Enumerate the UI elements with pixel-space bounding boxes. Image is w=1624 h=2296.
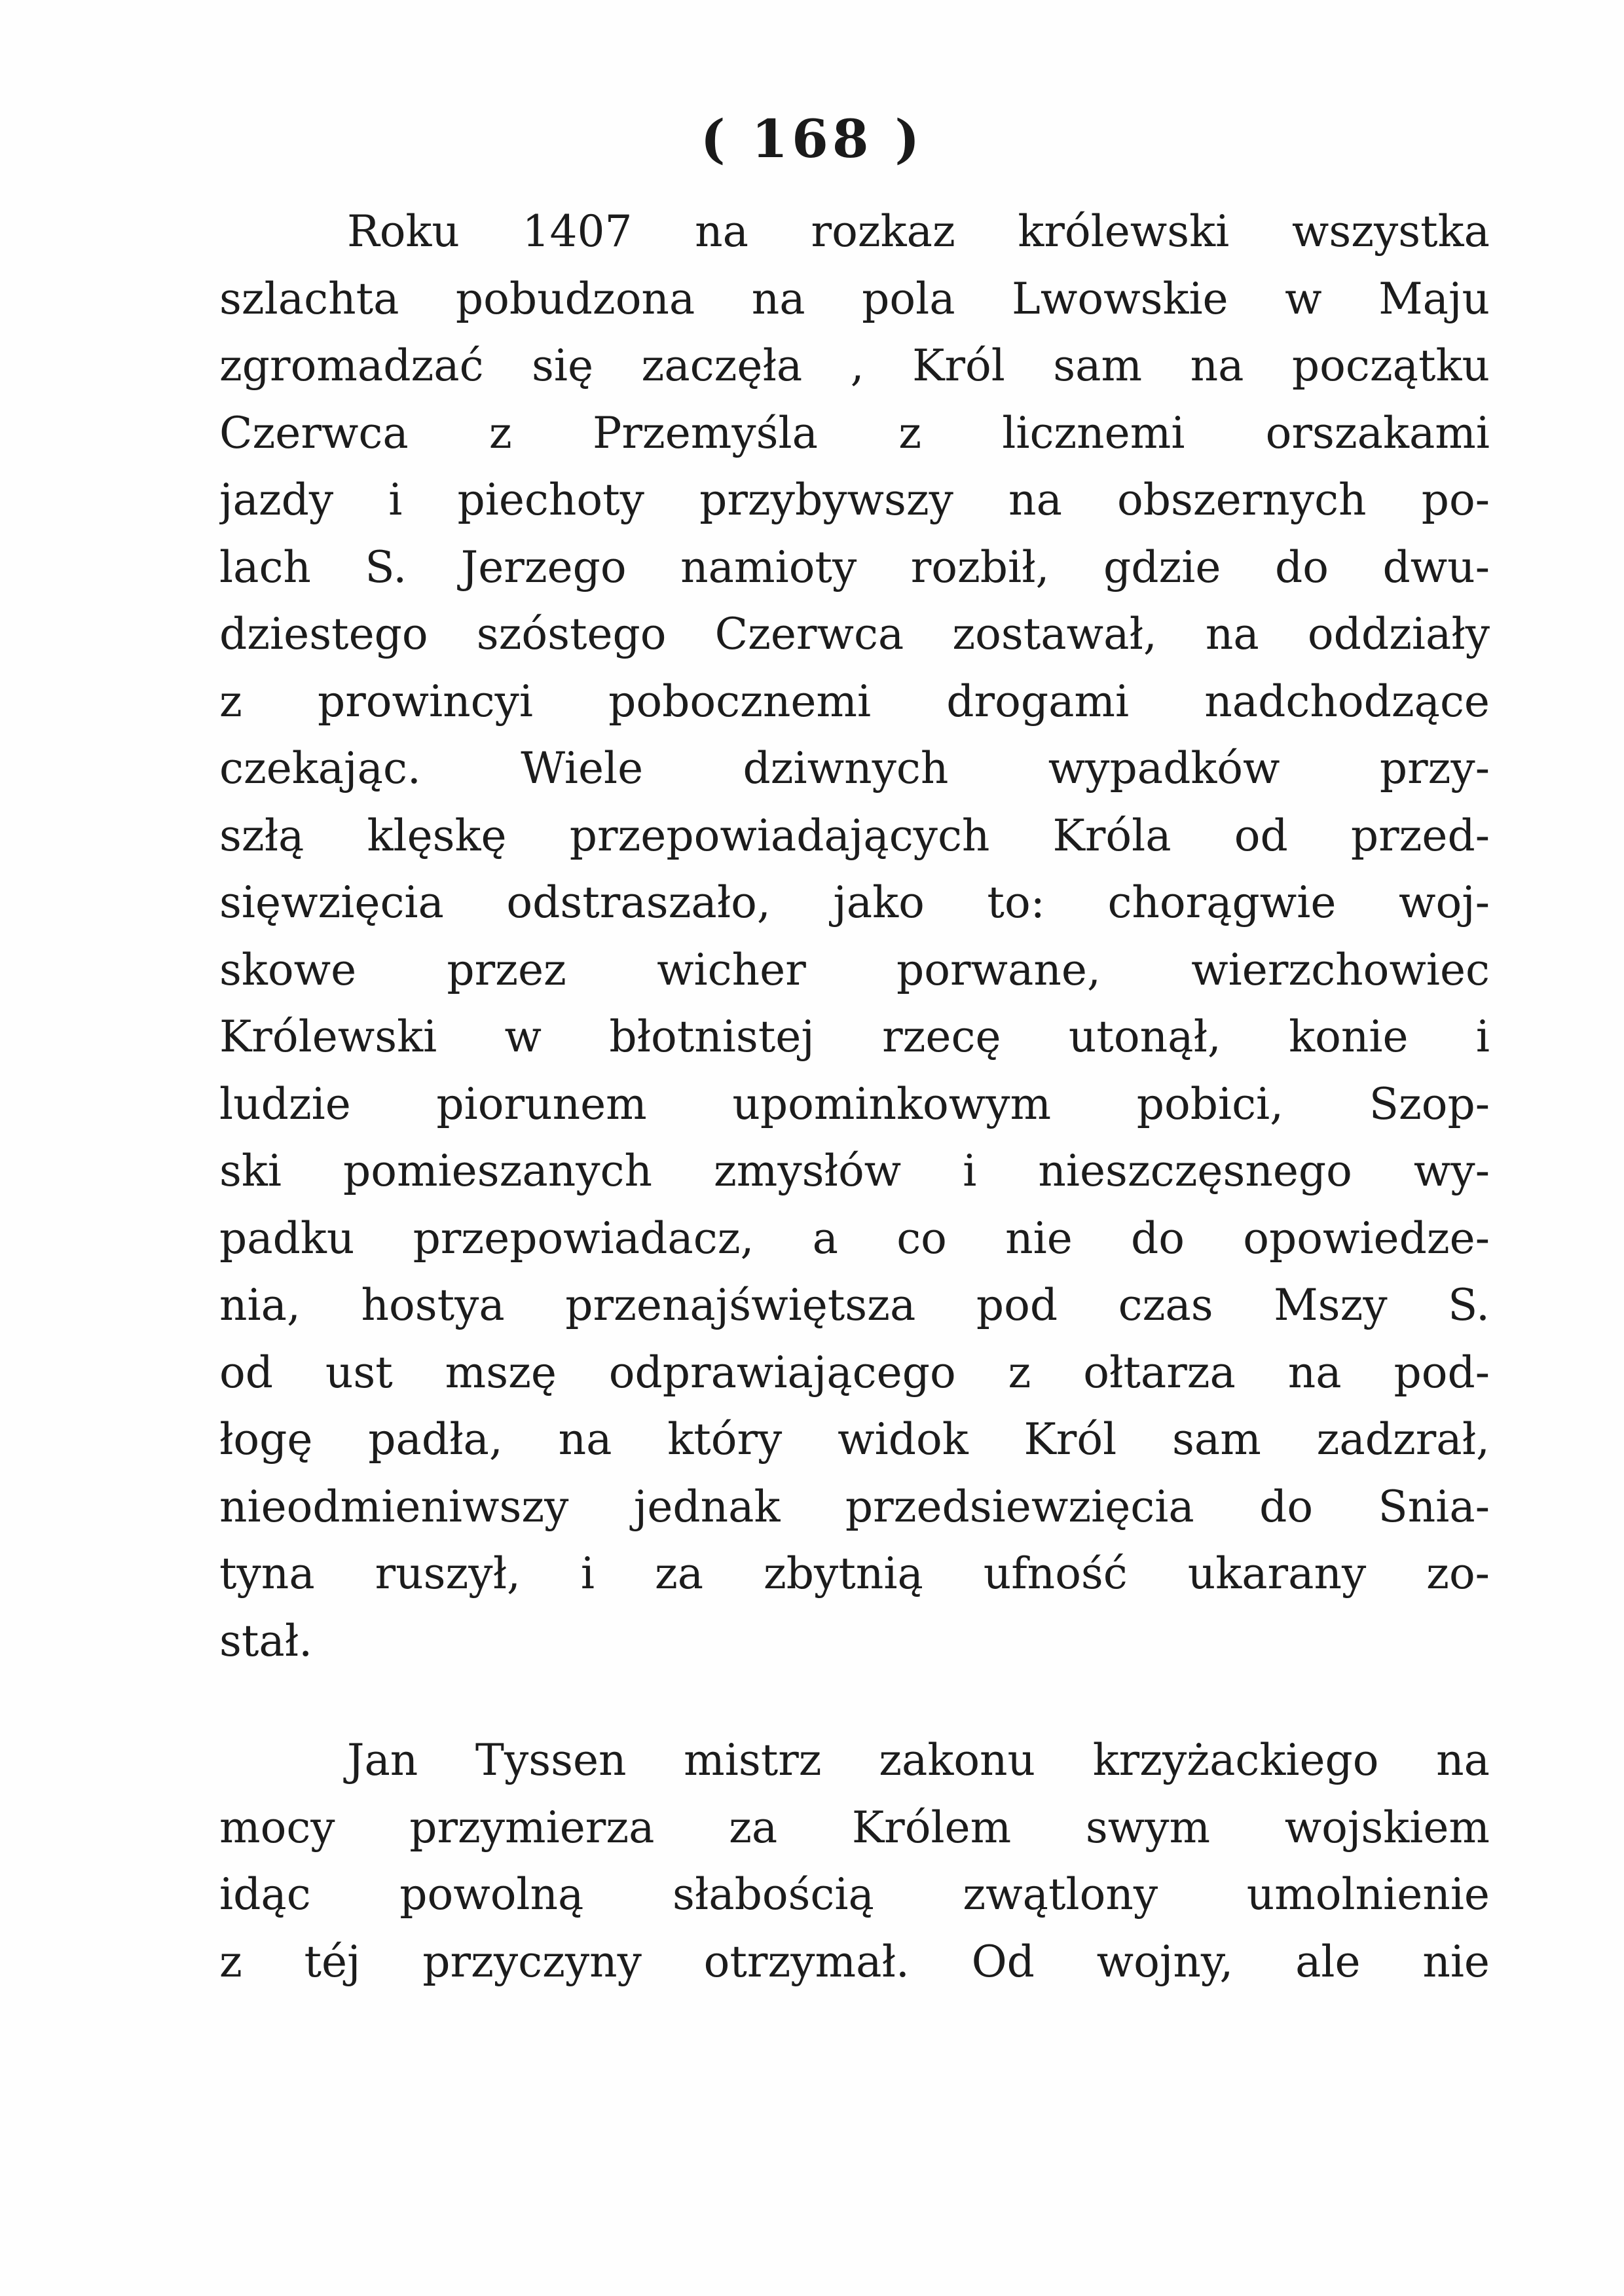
text-line: lach S. Jerzego namioty rozbił, gdzie do dwu-	[219, 541, 1490, 592]
text-line: zgromadzać się zaczęła , Król sam na początku	[219, 340, 1490, 391]
text-line: z prowincyi pobocznemi drogami nadchodzące	[219, 676, 1490, 727]
text-line: ski pomieszanych zmysłów i nieszczęsnego wy-	[219, 1146, 1490, 1196]
paragraph-2	[219, 1727, 1490, 1995]
text-line: mocy przymierza za Królem swym wojskiem	[219, 1802, 1490, 1853]
text-line: idąc powolną słabością zwątlony umolnienie	[219, 1869, 1490, 1920]
text-line: czekając. Wiele dziwnych wypadków przy-	[219, 743, 1490, 793]
text-line: dziestego szóstego Czerwca zostawał, na oddziały	[219, 609, 1490, 659]
text-line: szlachta pobudzona na pola Lwowskie w Maju	[219, 273, 1490, 324]
page-number: ( 168 )	[700, 108, 924, 170]
text-line: Czerwca z Przemyśla z licznemi orszakami	[219, 407, 1490, 458]
text-line: Roku 1407 na rozkaz królewski wszystka	[347, 206, 1490, 257]
text-line: ludzie piorunem upominkowym pobici, Szop-	[219, 1078, 1490, 1129]
text-line: Królewski w błotnistej rzecę utonął, konie i	[219, 1011, 1490, 1062]
text-line: nia, hostya przenajświętsza pod czas Mszy S.	[219, 1280, 1490, 1330]
text-line: Jan Tyssen mistrz zakonu krzyżackiego na	[347, 1735, 1490, 1785]
text-line: z téj przyczyny otrzymał. Od wojny, ale nie	[219, 1936, 1490, 1987]
text-line: łogę padła, na który widok Król sam zadzrał,	[219, 1414, 1490, 1465]
text-line: stał.	[219, 1615, 313, 1666]
text-line: sięwzięcia odstraszało, jako to: chorągwie woj-	[219, 877, 1490, 928]
text-line: szłą klęskę przepowiadających Króla od przed-	[219, 810, 1490, 861]
text-line: padku przepowiadacz, a co nie do opowiedze-	[219, 1212, 1490, 1264]
text-line: od ust mszę odprawiającego z ołtarza na pod-	[219, 1347, 1490, 1398]
paragraph-1	[219, 198, 1490, 1675]
text-line: nieodmieniwszy jednak przedsiewzięcia do Snia-	[219, 1481, 1490, 1532]
text-line: tyna ruszył, i za zbytnią ufność ukarany zo-	[219, 1548, 1490, 1599]
text-line: skowe przez wicher porwane, wierzchowiec	[219, 944, 1490, 995]
text-line: jazdy i piechoty przybywszy na obszernych po-	[219, 475, 1490, 525]
